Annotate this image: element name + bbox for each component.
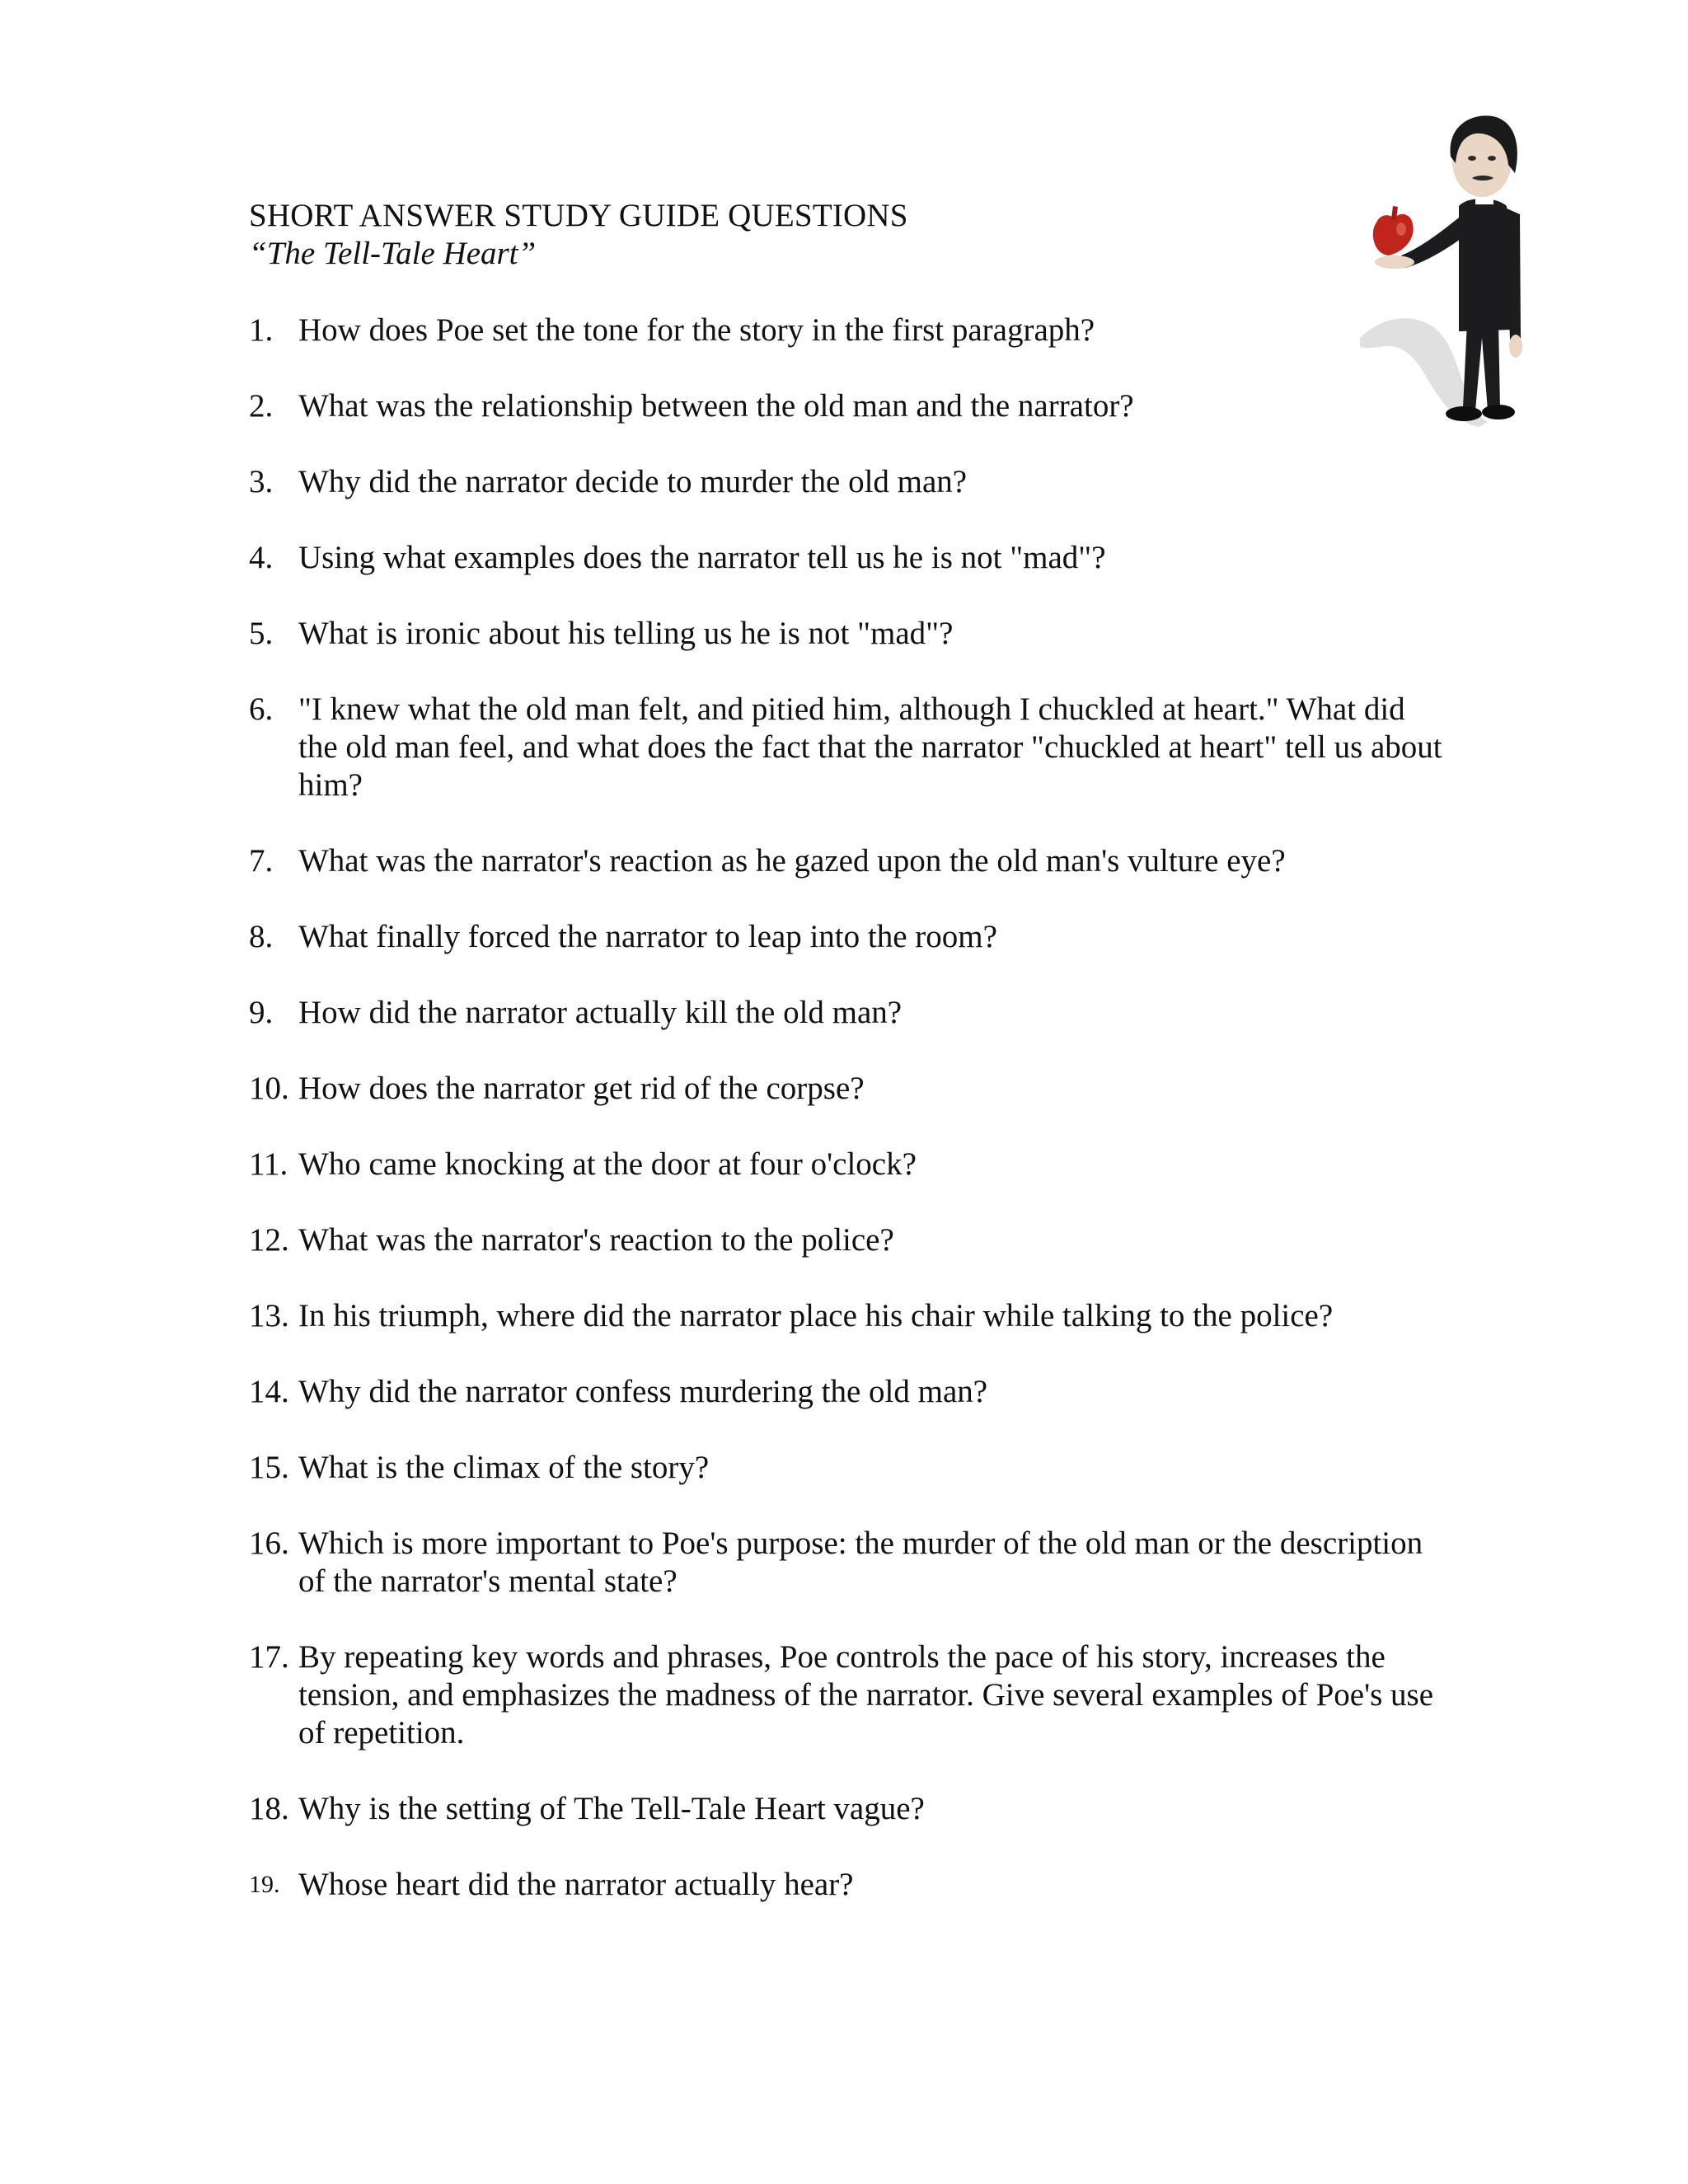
question-text: By repeating key words and phrases, Poe controls the pace of his story, increases the tension, and emphasizes the madness of the narrator. Give several examples of Poe's use of repetition. bbox=[298, 1639, 1434, 1750]
question-item bbox=[249, 1221, 1452, 1259]
question-item bbox=[249, 463, 1452, 501]
question-number: 6. bbox=[249, 691, 274, 727]
figure-legs bbox=[1463, 321, 1500, 410]
question-text: Which is more important to Poe's purpose: the murder of the old man or the description of the narrator's mental state? bbox=[298, 1526, 1423, 1599]
question-number: 2. bbox=[249, 388, 274, 424]
question-text: What was the relationship between the old man and the narrator? bbox=[298, 388, 1134, 424]
question-text: What is ironic about his telling us he is not "mad"? bbox=[298, 616, 954, 651]
question-list bbox=[249, 312, 1452, 1942]
question-number: 17. bbox=[249, 1639, 289, 1675]
question-text: How did the narrator actually kill the old man? bbox=[298, 995, 903, 1030]
question-number: 9. bbox=[249, 995, 274, 1030]
question-item bbox=[249, 842, 1452, 880]
question-item bbox=[249, 1449, 1452, 1487]
question-item bbox=[249, 387, 1452, 425]
question-text: What was the narrator's reaction as he gazed upon the old man's vulture eye? bbox=[298, 843, 1286, 879]
question-number: 7. bbox=[249, 843, 274, 879]
question-text: What was the narrator's reaction to the police? bbox=[298, 1222, 894, 1258]
question-item bbox=[249, 1790, 1452, 1828]
question-number: 12. bbox=[249, 1222, 289, 1258]
question-item bbox=[249, 918, 1452, 956]
question-item bbox=[249, 1297, 1452, 1335]
question-item bbox=[249, 1866, 1452, 1904]
question-number: 15. bbox=[249, 1450, 289, 1485]
figure-eye-left bbox=[1468, 156, 1476, 161]
question-text: Whose heart did the narrator actually hear? bbox=[298, 1867, 854, 1902]
question-text: Why did the narrator confess murdering the old man? bbox=[298, 1374, 988, 1409]
question-number: 13. bbox=[249, 1298, 289, 1333]
question-number: 1. bbox=[249, 312, 274, 348]
question-item bbox=[249, 691, 1452, 804]
figure-body bbox=[1459, 199, 1512, 331]
question-text: Why did the narrator decide to murder the old man? bbox=[298, 464, 968, 499]
question-number: 19. bbox=[249, 1871, 280, 1898]
figure-shoe-right bbox=[1482, 405, 1515, 419]
question-item bbox=[249, 1146, 1452, 1183]
question-text: What is the climax of the story? bbox=[298, 1450, 710, 1485]
question-number: 5. bbox=[249, 616, 274, 651]
question-text: "I knew what the old man felt, and pitied him, although I chuckled at heart." What did the old man feel, and what does the fact that the narrator "chuckled at heart" tell us about him? bbox=[298, 691, 1442, 803]
question-text: Why is the setting of The Tell-Tale Heart vague? bbox=[298, 1791, 925, 1826]
question-text: Using what examples does the narrator tell us he is not "mad"? bbox=[298, 540, 1106, 575]
question-item bbox=[249, 1525, 1452, 1601]
document-header bbox=[249, 196, 1320, 272]
question-text: In his triumph, where did the narrator place his chair while talking to the police? bbox=[298, 1298, 1334, 1333]
question-item bbox=[249, 1373, 1452, 1411]
page-title: SHORT ANSWER STUDY GUIDE QUESTIONS bbox=[249, 198, 908, 233]
question-item bbox=[249, 1070, 1452, 1108]
figure-hand-left bbox=[1375, 255, 1414, 269]
heart-highlight bbox=[1396, 223, 1406, 236]
question-text: Who came knocking at the door at four o'clock? bbox=[298, 1146, 917, 1182]
question-number: 16. bbox=[249, 1526, 289, 1561]
figure-eye-right bbox=[1488, 156, 1496, 161]
question-text: How does Poe set the tone for the story in the first paragraph? bbox=[298, 312, 1095, 348]
question-item bbox=[249, 994, 1452, 1032]
story-title: “The Tell-Tale Heart” bbox=[249, 236, 537, 271]
figure-hand-right bbox=[1509, 335, 1522, 358]
question-number: 3. bbox=[249, 464, 274, 499]
question-number: 8. bbox=[249, 919, 274, 954]
question-item bbox=[249, 1638, 1452, 1752]
question-number: 14. bbox=[249, 1374, 289, 1409]
question-item bbox=[249, 615, 1452, 653]
question-item bbox=[249, 312, 1452, 349]
question-text: How does the narrator get rid of the corpse? bbox=[298, 1071, 865, 1106]
question-text: What finally forced the narrator to leap into the room? bbox=[298, 919, 997, 954]
question-item bbox=[249, 539, 1452, 577]
question-number: 10. bbox=[249, 1071, 289, 1106]
question-number: 11. bbox=[249, 1146, 288, 1182]
heart-icon bbox=[1373, 214, 1414, 255]
question-number: 4. bbox=[249, 540, 274, 575]
question-number: 18. bbox=[249, 1791, 289, 1826]
